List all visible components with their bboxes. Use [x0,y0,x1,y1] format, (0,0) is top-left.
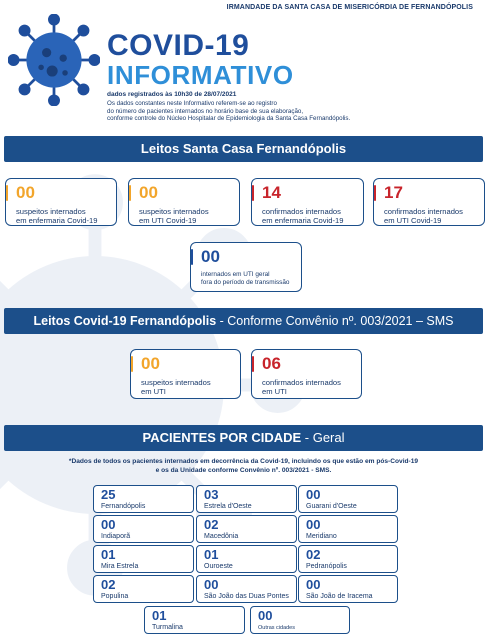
city-card: 01 Ouroeste [196,545,297,573]
stat-label: internados em UTI geral fora do período de transmissão [201,271,290,286]
stat-value: 00 [16,183,35,202]
city-card: 02 Pedranópolis [298,545,398,573]
title-covid: COVID-19 [107,29,250,62]
city-card: 01 Turmalina [144,606,245,634]
stat-label: suspeitos internados em UTI [141,378,211,396]
stat-card-general-icu [190,242,302,292]
city-card: 01 Mira Estrela [93,545,194,573]
city-card: 00 Meridiano [298,515,398,543]
stat-label: suspeitos internados em enfermaria Covid-19 [16,207,98,225]
stat-label: confirmados internados em enfermaria Covid-19 [262,207,344,225]
city-card: 00 Guarani d'Oeste [298,485,398,513]
city-card: 02 Populina [93,575,194,603]
stat-label: suspeitos internados em UTI Covid-19 [139,207,209,225]
title-informativo: INFORMATIVO [107,60,294,90]
stat-card-convenio-confirmed [251,349,362,399]
section-patients-by-city-title: PACIENTES POR CIDADE - Geral [4,425,483,451]
note-line: do número de pacientes internados no horário base de sua elaboração, [107,107,304,115]
stat-card-convenio-suspects [130,349,241,399]
stat-card-confirmed-icu [373,178,485,226]
card-accent [131,356,133,372]
stat-label: confirmados internados em UTI [262,378,341,396]
note-line: Os dados constantes neste Informativo referem-se ao registro [107,100,277,107]
card-accent [129,185,131,201]
stat-card-confirmed-ward [251,178,364,226]
note-line: conforme controle do Núcleo Hospitalar de Epidemiologia da Santa Casa Fernandópolis. [107,115,351,123]
card-accent [374,185,376,201]
city-card: 00 São João de Iracema [298,575,398,603]
card-accent [191,249,193,265]
city-card: 00 São João das Duas Pontes [196,575,297,603]
organization-name: IRMANDADE DA SANTA CASA DE MISERICÓRDIA DE FERNANDÓPOLIS [226,4,473,11]
coronavirus-icon [8,14,100,106]
header-notes [107,100,350,123]
card-accent [6,185,8,201]
stat-value: 00 [201,247,220,266]
section-convenio-title: Leitos Covid-19 Fernandópolis - Conforme Convênio nº. 003/2021 – SMS [4,308,483,334]
city-card: 00 Outras cidades [250,606,350,634]
stat-label: confirmados internados em UTI Covid-19 [384,207,463,225]
city-card: 00 Indiaporã [93,515,194,543]
section-santa-casa-title: Leitos Santa Casa Fernandópolis [4,136,483,162]
stat-value: 14 [262,183,281,202]
stat-card-suspects-icu [128,178,240,226]
stat-card-suspects-ward [5,178,117,226]
stat-value: 00 [141,354,160,373]
city-card: 02 Macedônia [196,515,297,543]
city-card: 03 Estrela d'Oeste [196,485,297,513]
city-card: 25 Fernandópolis [93,485,194,513]
data-timestamp: dados registrados às 10h30 de 28/07/2021 [107,91,237,98]
stat-value: 00 [139,183,158,202]
stat-value: 17 [384,183,403,202]
stat-value: 06 [262,354,281,373]
city-data-note: *Dados de todos os pacientes internados em decorrência da Covid-19, incluindo os que estão em pós-Covid-19 e os da Unidade conforme Convênio nº. 003/2021 - SMS. [68,458,419,474]
card-accent [252,185,254,201]
card-accent [252,356,254,372]
